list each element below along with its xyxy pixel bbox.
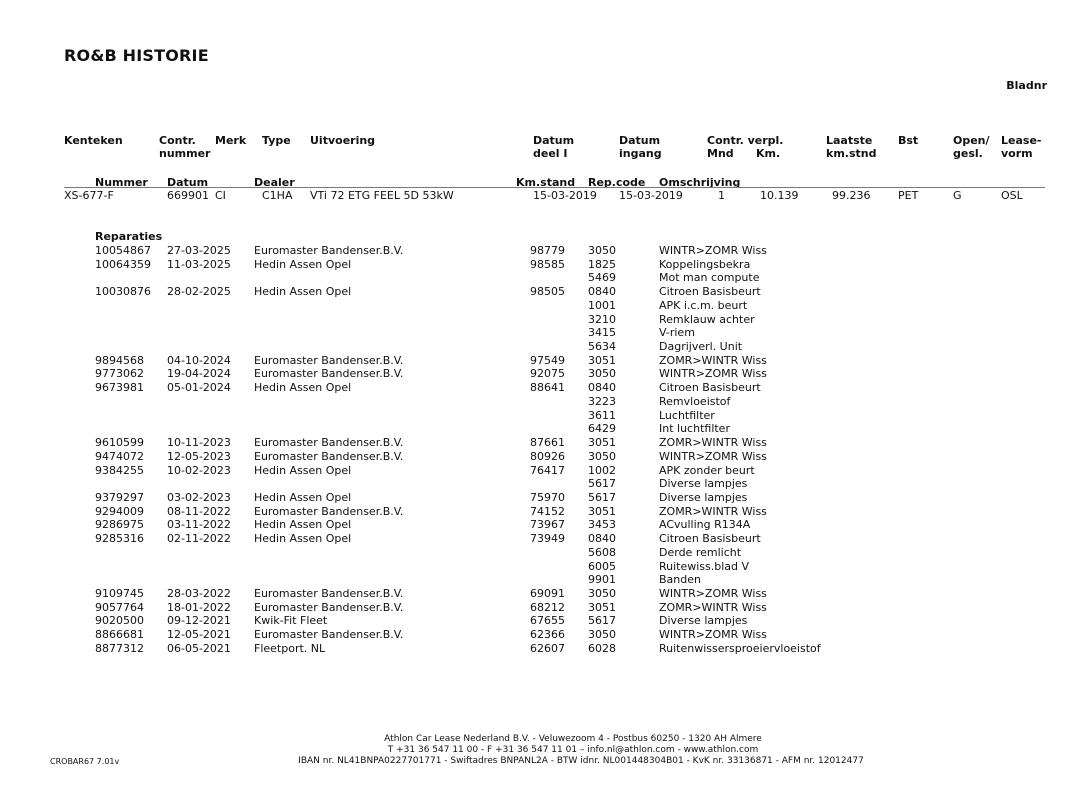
- table-row: [0, 422, 1080, 436]
- repair-omschrijving: V-riem: [659, 326, 695, 340]
- repair-nummer: 9109745: [95, 587, 144, 600]
- header-datum: Datum: [167, 176, 209, 189]
- table-row: [0, 299, 1080, 313]
- page-title: RO&B HISTORIE: [64, 46, 209, 65]
- table-row: [0, 628, 1080, 642]
- repair-omschrijving: Remklauw achter: [659, 312, 755, 326]
- repair-nummer: 10054867: [95, 244, 151, 257]
- repair-omschrijving: Diverse lampjes: [659, 614, 748, 628]
- header-kmstand: Km.stand: [516, 176, 576, 189]
- table-row: [0, 477, 1080, 491]
- repair-nummer: 9384255: [95, 463, 144, 477]
- repair-omschrijving: Luchtfilter: [659, 408, 715, 422]
- header-nummer: Nummer: [95, 176, 148, 189]
- repair-datum: 03-02-2023: [167, 490, 231, 504]
- repair-code: 3050: [588, 244, 616, 257]
- header-omschrijving: Omschrijving: [659, 176, 741, 189]
- repair-km: 62366: [530, 628, 565, 642]
- repair-omschrijving: Int luchtfilter: [659, 422, 730, 436]
- repair-code: 3051: [588, 600, 616, 614]
- repair-code: 3051: [588, 504, 616, 518]
- repair-omschrijving: ZOMR>WINTR Wiss: [659, 504, 767, 518]
- header-merk: Merk: [215, 134, 247, 147]
- repair-nummer: 9285316: [95, 532, 144, 546]
- repair-datum: 11-03-2025: [167, 257, 231, 271]
- repair-code: 0840: [588, 285, 616, 299]
- repair-omschrijving: Citroen Basisbeurt: [659, 285, 761, 299]
- table-row: [0, 395, 1080, 409]
- header-open-line2: gesl.: [953, 147, 983, 160]
- header-lease-line1: Lease-: [1001, 134, 1042, 147]
- repair-nummer: 9673981: [95, 381, 144, 395]
- repair-dealer: Hedin Assen Opel: [254, 490, 352, 504]
- repair-code: 3050: [588, 449, 616, 463]
- repair-omschrijving: Derde remlicht: [659, 545, 742, 559]
- repair-dealer: Kwik-Fit Fleet: [254, 614, 328, 628]
- repair-nummer: 9286975: [95, 518, 144, 532]
- repair-code: 3050: [588, 628, 616, 642]
- repair-omschrijving: APK i.c.m. beurt: [659, 298, 748, 312]
- repair-omschrijving: APK zonder beurt: [659, 463, 755, 477]
- repair-dealer: Euromaster Bandenser.B.V.: [254, 367, 404, 381]
- repair-nummer: 8877312: [95, 641, 144, 655]
- repair-datum: 04-10-2024: [167, 353, 231, 367]
- header-contract: [159, 134, 210, 160]
- repair-omschrijving: WINTR>ZOMR Wiss: [659, 628, 767, 642]
- repair-nummer: 9474072: [95, 449, 144, 463]
- repair-km: 97549: [530, 353, 565, 367]
- repair-code: 3415: [588, 326, 616, 340]
- repair-omschrijving: WINTR>ZOMR Wiss: [659, 244, 767, 257]
- repair-omschrijving: Remvloeistof: [659, 394, 731, 408]
- header-datum-ingang-line2: ingang: [619, 147, 662, 160]
- repair-omschrijving: Diverse lampjes: [659, 477, 748, 491]
- table-row: [0, 258, 1080, 272]
- repair-nummer: 8866681: [95, 628, 144, 642]
- repair-km: 69091: [530, 587, 565, 600]
- header-datum-deel-line2: deel I: [533, 147, 568, 160]
- table-row: [0, 546, 1080, 560]
- table-row: [0, 450, 1080, 464]
- repair-code: 3050: [588, 367, 616, 381]
- table-row: [0, 381, 1080, 395]
- repair-code: 3611: [588, 408, 616, 422]
- repair-dealer: Euromaster Bandenser.B.V.: [254, 436, 404, 450]
- repair-km: 98505: [530, 285, 565, 299]
- table-row: [0, 409, 1080, 423]
- table-row: [0, 367, 1080, 381]
- repair-km: 80926: [530, 449, 565, 463]
- header-uitvoering: Uitvoering: [310, 134, 376, 147]
- repair-nummer: 10030876: [95, 285, 151, 299]
- repair-km: 98779: [530, 244, 565, 257]
- header-type: Type: [262, 134, 291, 147]
- repair-omschrijving: WINTR>ZOMR Wiss: [659, 367, 767, 381]
- header-contract-line1: Contr.: [159, 134, 196, 147]
- repair-code: 3051: [588, 436, 616, 450]
- repair-km: 74152: [530, 504, 565, 518]
- repair-dealer: Euromaster Bandenser.B.V.: [254, 600, 404, 614]
- repair-dealer: Euromaster Bandenser.B.V.: [254, 449, 404, 463]
- table-row: [0, 587, 1080, 601]
- vehicle-datum-deel: 15-03-2019: [533, 189, 597, 202]
- vehicle-km: 10.139: [760, 189, 799, 202]
- repair-omschrijving: ZOMR>WINTR Wiss: [659, 600, 767, 614]
- table-row: [0, 285, 1080, 299]
- repair-code: 1825: [588, 257, 616, 271]
- repair-code: 1001: [588, 298, 616, 312]
- repair-code: 0840: [588, 381, 616, 395]
- vehicle-datum-ingang: 15-03-2019: [619, 189, 683, 202]
- header-divider: [64, 187, 1045, 188]
- header-contract-line2: nummer: [159, 147, 211, 160]
- repair-dealer: Hedin Assen Opel: [254, 463, 352, 477]
- repair-datum: 02-11-2022: [167, 532, 231, 546]
- repair-omschrijving: Dagrijverl. Unit: [659, 340, 743, 354]
- repair-nummer: 9057764: [95, 600, 144, 614]
- repair-code: 1002: [588, 463, 616, 477]
- repair-dealer: Euromaster Bandenser.B.V.: [254, 628, 404, 642]
- footer-registration: IBAN nr. NL41BNPA0227701771 - Swiftadres BNPANL2A - BTW idnr. NL001448304B01 - KvK nr. 33136871 - AFM nr. 12012477: [298, 756, 864, 766]
- repair-datum: 28-02-2025: [167, 285, 231, 299]
- vehicle-lease-vorm: OSL: [1001, 189, 1023, 202]
- repair-km: 68212: [530, 600, 565, 614]
- table-row: [0, 505, 1080, 519]
- table-row: [0, 560, 1080, 574]
- table-row: [0, 614, 1080, 628]
- vehicle-mnd: 1: [718, 189, 725, 202]
- repair-code: 5469: [588, 271, 616, 285]
- repair-omschrijving: ACvulling R134A: [659, 518, 751, 532]
- header-km: Km.: [756, 147, 781, 160]
- repair-code: 3051: [588, 353, 616, 367]
- header-contr-verpl: Contr. verpl.: [707, 134, 784, 147]
- repair-datum: 12-05-2023: [167, 449, 231, 463]
- vehicle-type: C1HA: [262, 189, 293, 202]
- header-datum-deel-line1: Datum: [533, 134, 575, 147]
- header-lease-line2: vorm: [1001, 147, 1033, 160]
- repair-datum: 08-11-2022: [167, 504, 231, 518]
- repair-code: 6005: [588, 559, 616, 573]
- table-row: [0, 573, 1080, 587]
- header-repcode: Rep.code: [588, 176, 646, 189]
- page-number-label: Bladnr: [1006, 79, 1047, 92]
- repair-code: 5617: [588, 477, 616, 491]
- repair-datum: 19-04-2024: [167, 367, 231, 381]
- header-datum-ingang: [619, 134, 662, 160]
- table-row: [0, 518, 1080, 532]
- repair-datum: 09-12-2021: [167, 614, 231, 628]
- repair-dealer: Hedin Assen Opel: [254, 532, 352, 546]
- header-open-gesl: [953, 134, 990, 160]
- vehicle-bst: PET: [898, 189, 919, 202]
- repair-dealer: Hedin Assen Opel: [254, 381, 352, 395]
- repair-dealer: Euromaster Bandenser.B.V.: [254, 587, 404, 600]
- repair-datum: 27-03-2025: [167, 244, 231, 257]
- table-row: [0, 532, 1080, 546]
- table-row: [0, 491, 1080, 505]
- table-row: [0, 642, 1080, 656]
- repair-omschrijving: Citroen Basisbeurt: [659, 532, 761, 546]
- repair-omschrijving: Ruitewiss.blad V: [659, 559, 750, 573]
- header-laatste: [826, 134, 876, 160]
- repair-km: 87661: [530, 436, 565, 450]
- repair-omschrijving: Banden: [659, 573, 701, 587]
- repair-dealer: Hedin Assen Opel: [254, 285, 352, 299]
- repair-dealer: Euromaster Bandenser.B.V.: [254, 353, 404, 367]
- vehicle-kenteken: XS-677-F: [64, 189, 114, 202]
- repair-code: 5608: [588, 545, 616, 559]
- repair-nummer: 10064359: [95, 257, 151, 271]
- repair-code: 3210: [588, 312, 616, 326]
- repair-nummer: 9773062: [95, 367, 144, 381]
- repair-datum: 03-11-2022: [167, 518, 231, 532]
- footer-version: CROBAR67 7.01v: [50, 757, 120, 766]
- header-laatste-line2: km.stnd: [826, 147, 877, 160]
- repair-nummer: 9894568: [95, 353, 144, 367]
- repair-dealer: Hedin Assen Opel: [254, 518, 352, 532]
- repair-km: 92075: [530, 367, 565, 381]
- table-row: [0, 313, 1080, 327]
- table-row: [0, 340, 1080, 354]
- repair-omschrijving: WINTR>ZOMR Wiss: [659, 587, 767, 600]
- header-datum-ingang-line1: Datum: [619, 134, 661, 147]
- repair-code: 3050: [588, 587, 616, 600]
- footer-address: Athlon Car Lease Nederland B.V. - Veluwezoom 4 - Postbus 60250 - 1320 AH Almere: [384, 734, 762, 744]
- repair-dealer: Hedin Assen Opel: [254, 257, 352, 271]
- repair-datum: 28-03-2022: [167, 587, 231, 600]
- repairs-section-title: Reparaties: [95, 230, 163, 243]
- repair-nummer: 9610599: [95, 436, 144, 450]
- repair-code: 5634: [588, 340, 616, 354]
- table-row: [0, 464, 1080, 478]
- repair-dealer: Euromaster Bandenser.B.V.: [254, 504, 404, 518]
- vehicle-merk: CI: [215, 189, 226, 202]
- repair-code: 0840: [588, 532, 616, 546]
- repair-code: 6028: [588, 641, 616, 655]
- repair-nummer: 9379297: [95, 490, 144, 504]
- table-row: [0, 601, 1080, 615]
- repair-omschrijving: Ruitenwissersproeiervloeistof: [659, 641, 821, 655]
- repair-km: 88641: [530, 381, 565, 395]
- repair-km: 98585: [530, 257, 565, 271]
- repair-code: 3453: [588, 518, 616, 532]
- repair-code: 6429: [588, 422, 616, 436]
- repair-dealer: Fleetport. NL: [254, 641, 326, 655]
- repair-code: 3223: [588, 394, 616, 408]
- repair-code: 5617: [588, 490, 616, 504]
- footer-contact: T +31 36 547 11 00 - F +31 36 547 11 01 – info.nl@athlon.com - www.athlon.com: [387, 745, 759, 755]
- repair-datum: 05-01-2024: [167, 381, 231, 395]
- repair-datum: 06-05-2021: [167, 641, 231, 655]
- repair-code: 9901: [588, 573, 616, 587]
- repair-km: 62607: [530, 641, 565, 655]
- repair-datum: 18-01-2022: [167, 600, 231, 614]
- table-row: [0, 326, 1080, 340]
- repair-km: 76417: [530, 463, 565, 477]
- repair-datum: 10-11-2023: [167, 436, 231, 450]
- repair-omschrijving: Citroen Basisbeurt: [659, 381, 761, 395]
- repair-km: 75970: [530, 490, 565, 504]
- table-row: [0, 436, 1080, 450]
- header-open-line1: Open/: [953, 134, 990, 147]
- repair-km: 73967: [530, 518, 565, 532]
- table-row: [0, 244, 1080, 258]
- header-bst: Bst: [898, 134, 919, 147]
- repair-datum: 12-05-2021: [167, 628, 231, 642]
- repair-omschrijving: Mot man compute: [659, 271, 760, 285]
- header-dealer: Dealer: [254, 176, 295, 189]
- repair-nummer: 9020500: [95, 614, 144, 628]
- repair-omschrijving: ZOMR>WINTR Wiss: [659, 436, 767, 450]
- vehicle-open-gesl: G: [953, 189, 962, 202]
- repair-omschrijving: WINTR>ZOMR Wiss: [659, 449, 767, 463]
- repair-omschrijving: Koppelingsbekra: [659, 257, 751, 271]
- repair-km: 73949: [530, 532, 565, 546]
- header-lease-vorm: [1001, 134, 1041, 160]
- repair-km: 67655: [530, 614, 565, 628]
- header-mnd: Mnd: [707, 147, 734, 160]
- vehicle-uitvoering: VTi 72 ETG FEEL 5D 53kW: [310, 189, 454, 202]
- repair-omschrijving: ZOMR>WINTR Wiss: [659, 353, 767, 367]
- repair-dealer: Euromaster Bandenser.B.V.: [254, 244, 404, 257]
- header-datum-deel: [533, 134, 574, 160]
- repair-datum: 10-02-2023: [167, 463, 231, 477]
- repair-code: 5617: [588, 614, 616, 628]
- table-row: [0, 354, 1080, 368]
- vehicle-laatste-kmstand: 99.236: [832, 189, 871, 202]
- vehicle-contract: 669901: [167, 189, 209, 202]
- table-row: [0, 271, 1080, 285]
- repair-omschrijving: Diverse lampjes: [659, 490, 748, 504]
- repair-nummer: 9294009: [95, 504, 144, 518]
- header-laatste-line1: Laatste: [826, 134, 873, 147]
- header-kenteken: Kenteken: [64, 134, 123, 147]
